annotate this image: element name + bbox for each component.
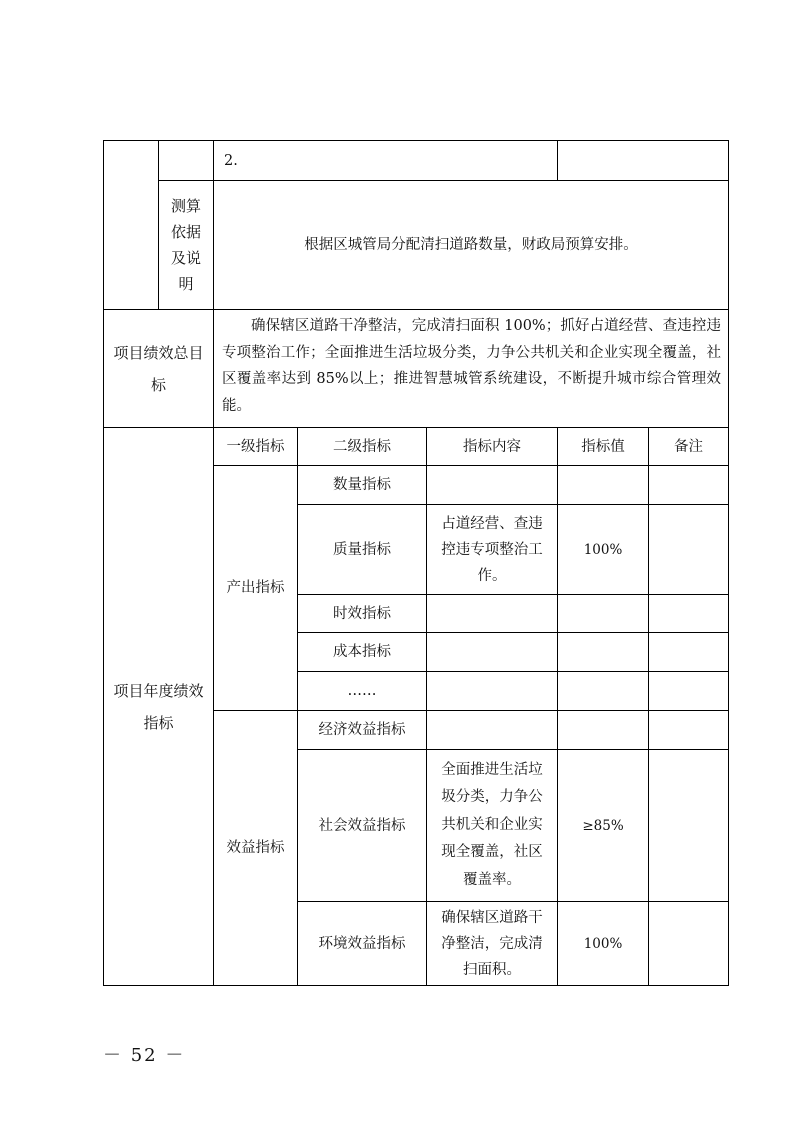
table-row-content: 确保辖区道路干 净整洁，完成清 扫面积。 xyxy=(441,909,543,978)
table-row-level2: 成本指标 xyxy=(333,644,391,660)
item-value-cell xyxy=(558,141,728,180)
header-level2: 二级指标 xyxy=(333,438,391,455)
table-row-level2: …… xyxy=(347,683,377,699)
header-content: 指标内容 xyxy=(463,438,521,455)
table-row-level2: 数量指标 xyxy=(333,477,391,493)
overall-goal-text: 确保辖区道路干净整洁，完成清扫面积 100%；抓好占道经营、查违控违专项整治工作；全面推进生活垃圾分类，力争公共机关和企业实现全覆盖，社区覆盖率达到 85%以上；推进智慧城管系统建设，不断提升城市综合管理效能。 xyxy=(222,318,721,414)
table-row-content: 全面推进生活垃 圾分类，力争公 共机关和企业实 现全覆盖，社区 覆盖率。 xyxy=(441,761,543,888)
benefit-indicators-label: 效益指标 xyxy=(226,840,285,856)
grid-line xyxy=(648,427,649,986)
table-row-level2: 时效指标 xyxy=(333,605,391,622)
header-note: 备注 xyxy=(674,438,703,455)
table-border-bottom xyxy=(103,985,729,986)
item-number: 2. xyxy=(224,152,238,169)
calc-basis-text: 根据区城管局分配清扫道路数量，财政局预算安排。 xyxy=(304,237,638,253)
annual-indicators-label: 项目年度绩效 指标 xyxy=(113,681,204,732)
calc-basis-label: 测算 依据 及说 明 xyxy=(170,197,201,293)
item-number-cell xyxy=(214,141,557,180)
table-row-level2: 社会效益指标 xyxy=(318,817,406,834)
table-row-level2: 经济效益指标 xyxy=(318,722,406,738)
table-row-level2: 质量指标 xyxy=(333,541,391,558)
calc-basis-text-cell xyxy=(214,181,728,309)
table-row-value: 100% xyxy=(583,541,623,558)
table-row-value: ≥85% xyxy=(582,817,624,834)
page-number: － 52 － xyxy=(103,1045,186,1066)
output-indicators-label: 产出指标 xyxy=(226,580,285,596)
header-level1: 一级指标 xyxy=(226,438,285,455)
table-border-right xyxy=(728,140,729,986)
overall-goal-label: 项目绩效总目 标 xyxy=(113,343,204,394)
table-row-level2: 环境效益指标 xyxy=(318,935,406,952)
header-value: 指标值 xyxy=(581,438,625,455)
table-row-content: 占道经营、查违 控违专项整治工 作。 xyxy=(441,515,543,584)
table-row-value: 100% xyxy=(583,935,623,952)
